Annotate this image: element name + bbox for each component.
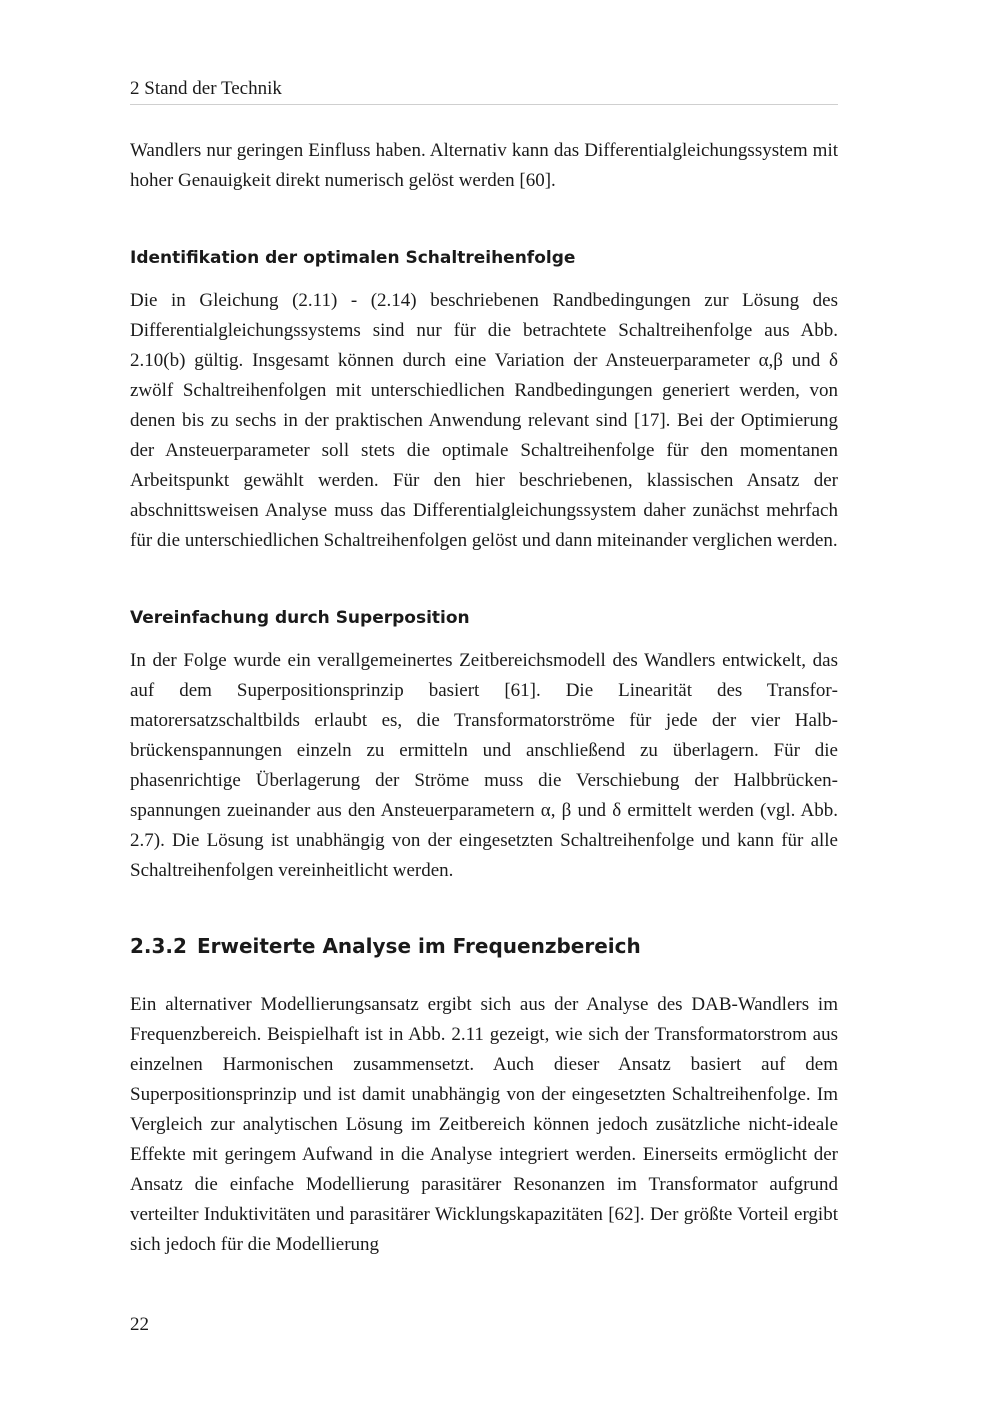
section-title: Erweiterte Analyse im Frequenzbereich: [196, 934, 641, 958]
paragraph-frequenzbereich: Ein alternativer Modellierungsansatz ergibt sich aus der Analyse des DAB-Wandlers im Frequenzbereich. Beispielhaft ist in Abb. 2.11 gezeigt, wie sich der Transformatorstrom aus einzelnen Harmonischen zusammensetzt. Auch dieser Ansatz basiert auf dem Superpositionsprinzip und ist damit unabhängig von der eingesetzten Schaltreihenfolge. Im Vergleich zur analytischen Lösung im Zeitbereich können jedoch zusätzliche nicht-ideale Effekte mit geringem Aufwand in die Analyse integriert werden. Einerseits ermöglicht der Ansatz die einfache Modellierung parasitärer Resonanzen im Transformator aufgrund verteilter Induktivitäten und parasitärer Wicklungskapazitäten [62]. Der größte Vorteil ergibt sich jedoch für die Modellierung: [130, 994, 838, 1255]
section-heading: [130, 932, 838, 960]
section-number: 2.3.2: [130, 934, 187, 958]
page-content: [130, 136, 838, 1260]
paragraph-continuation: Wandlers nur geringen Einfluss haben. Alternativ kann das Differentialgleichungssystem mit hoher Genauigkeit direkt numerisch gelöst werden [60].: [130, 140, 838, 191]
subheading-superposition: Vereinfachung durch Superposition: [130, 608, 470, 628]
paragraph-zeitbereichsmodell: In der Folge wurde ein verallgemeinertes Zeitbereichsmodell des Wandlers entwickelt, das auf dem Superpositionsprinzip basiert [61]. Die Linearität des Transformatorersatzschaltbilds erlaubt es, die Transformatorströme für jede der vier Halbbrückenspannungen einzeln zu ermitteln und anschließend zu überlagern. Für die phasenrichtige Überlagerung der Ströme muss die Verschiebung der Halbbrückenspannungen zueinander aus den Ansteuerparametern α, β und δ ermittelt werden (vgl. Abb. 2.7). Die Lösung ist unabhängig von der eingesetzten Schaltreihenfolge und kann für alle Schaltreihenfolgen vereinheitlicht werden.: [130, 650, 838, 881]
running-header: 2 Stand der Technik: [130, 76, 838, 105]
paragraph-randbedingungen: Die in Gleichung (2.11) - (2.14) beschriebenen Randbedingungen zur Lösung des Differentialgleichungssystems sind nur für die betrachtete Schaltreihenfolge aus Abb. 2.10(b) gültig. Insgesamt können durch eine Variation der Ansteuerparameter α,β und δ zwölf Schaltreihenfolgen mit unterschiedlichen Randbedingungen generiert werden, von denen bis zu sechs in der praktischen Anwendung relevant sind [17]. Bei der Optimierung der Ansteuerparameter soll stets die optimale Schaltreihenfolge für den momentanen Arbeitspunkt gewählt werden. Für den hier beschriebenen, klassischen Ansatz der abschnittsweisen Analyse muss das Differentialgleichungssystem daher zunächst mehrfach für die unterschiedlichen Schaltreihenfolgen gelöst und dann miteinander verglichen werden.: [130, 290, 838, 551]
page-number: 22: [130, 1314, 149, 1335]
subheading-schaltreihenfolge: Identifikation der optimalen Schaltreihenfolge: [130, 248, 576, 268]
